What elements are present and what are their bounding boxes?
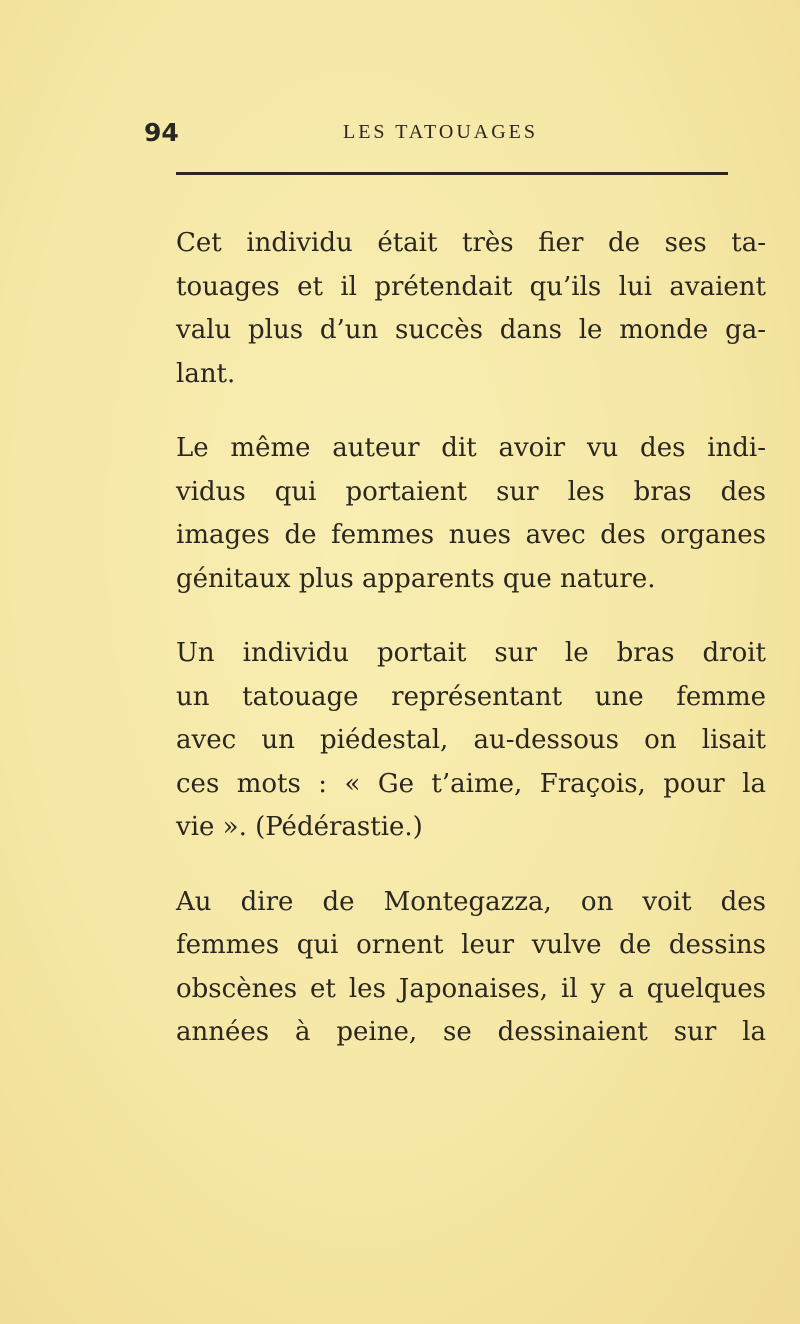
text-line: images de femmes nues avec des organes: [176, 520, 766, 550]
text-line: vidus qui portaient sur les bras des: [176, 476, 766, 507]
text-line: Un individu portait sur le bras droit: [176, 638, 766, 668]
running-title: LES TATOUAGES: [343, 121, 539, 143]
paragraph: [176, 222, 766, 396]
text-line: un tatouage représentant une femme: [176, 681, 766, 712]
text-line: Le même auteur dit avoir vu des indi-: [176, 433, 766, 463]
text-line: obscènes et les Japonaises, il y a quelques: [176, 973, 766, 1004]
text-line: ces mots : « Ge t’aime, Fraçois, pour la: [176, 768, 766, 799]
header-rule: [176, 172, 728, 175]
text-line: génitaux plus apparents que nature.: [176, 563, 656, 594]
text-line: lant.: [176, 358, 236, 389]
text-line: Au dire de Montegazza, on voit des: [176, 886, 766, 917]
paragraph: [176, 632, 766, 850]
text-line: années à peine, se dessinaient sur la: [176, 1017, 766, 1047]
page-number: 94: [144, 118, 179, 147]
paragraph: [176, 881, 766, 1055]
text-line: avec un piédestal, au-dessous on lisait: [176, 725, 766, 755]
text-line: femmes qui ornent leur vulve de dessins: [176, 930, 766, 960]
paragraph: [176, 427, 766, 601]
text-line: vie ». (Pédérastie.): [176, 812, 423, 842]
text-line: valu plus d’un succès dans le monde ga-: [176, 315, 766, 345]
body-text: [176, 222, 766, 1086]
text-line: touages et il prétendait qu’ils lui avaient: [176, 271, 766, 302]
page-header: [144, 118, 760, 152]
text-line: Cet individu était très fier de ses ta-: [176, 228, 766, 258]
